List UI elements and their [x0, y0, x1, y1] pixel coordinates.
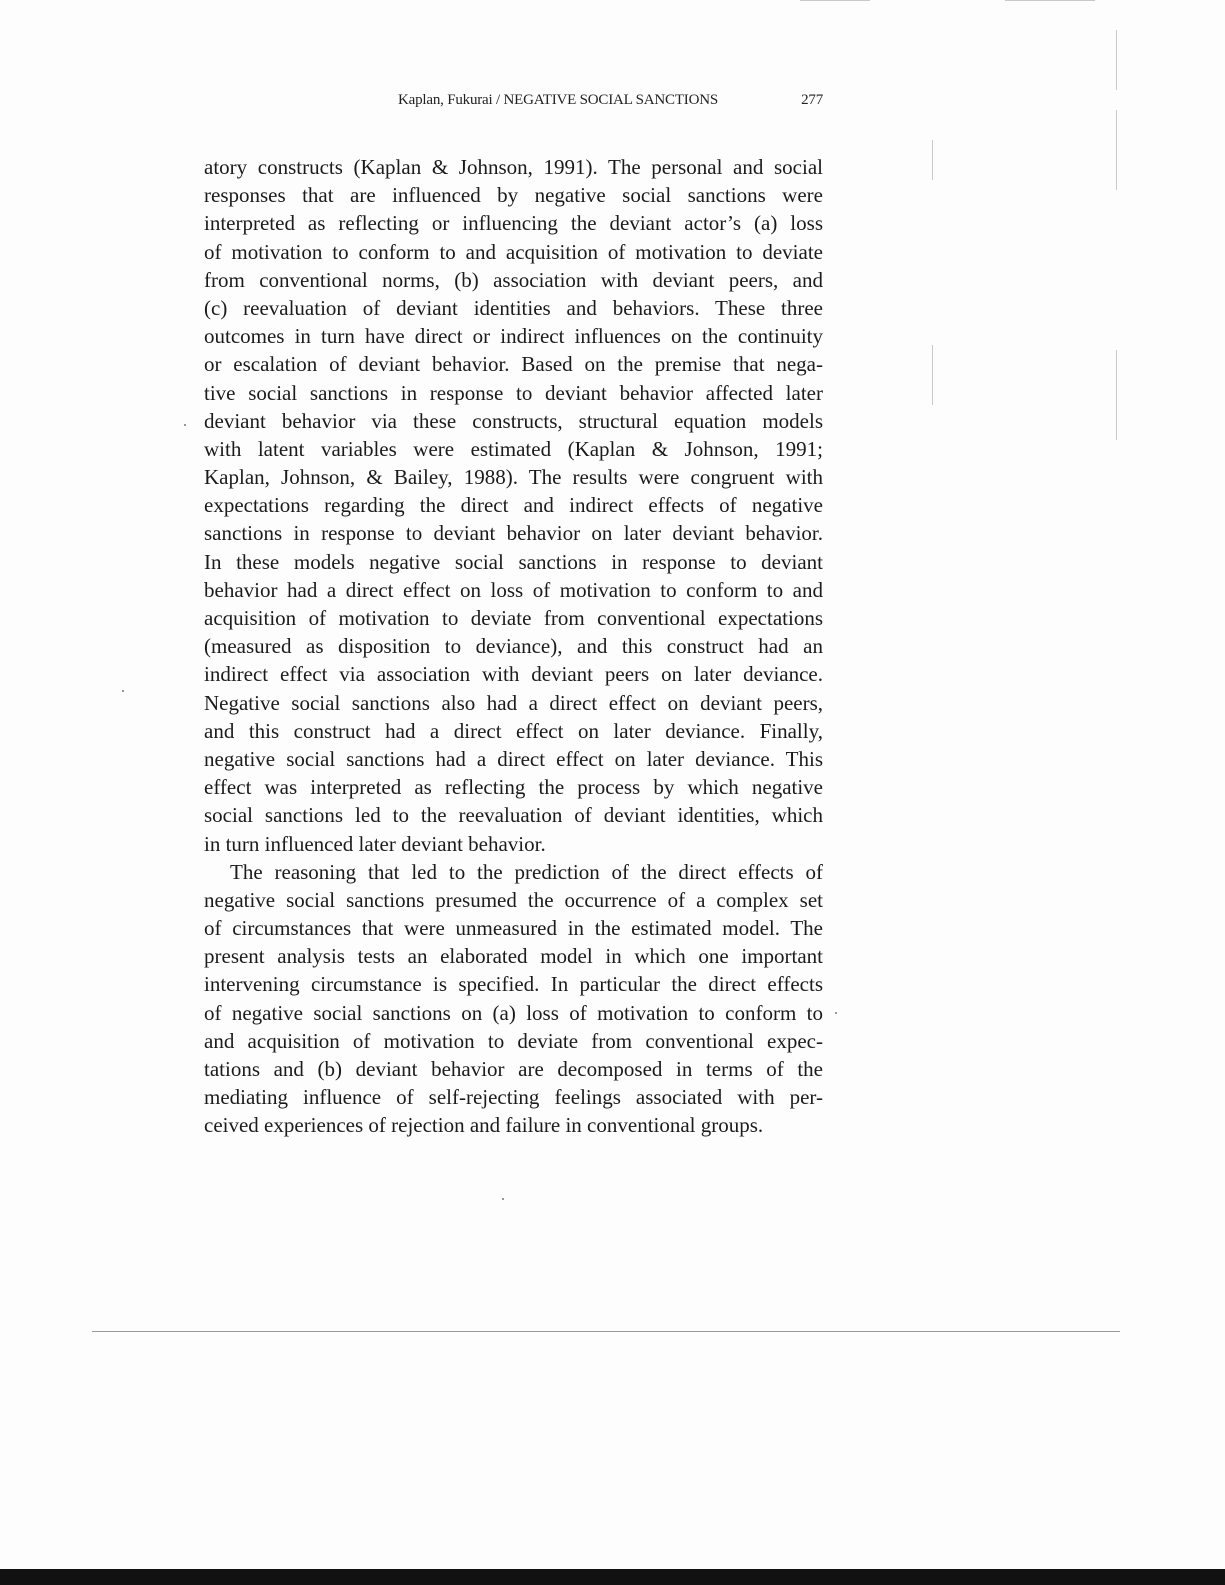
text-line: effect was interpreted as reflecting the process by which negative — [204, 775, 823, 800]
scan-artifact — [932, 140, 933, 180]
paragraph-1 — [204, 153, 823, 858]
text-line: of negative social sanctions on (a) loss of motivation to conform to — [204, 1000, 823, 1025]
running-head-title: Kaplan, Fukurai / NEGATIVE SOCIAL SANCTIONS — [398, 92, 718, 108]
footer-rule — [92, 1331, 1120, 1332]
paragraph-2 — [204, 858, 823, 1140]
text-line: of motivation to conform to and acquisition of motivation to deviate — [204, 239, 823, 264]
text-line: outcomes in turn have direct or indirect influences on the continuity — [204, 324, 823, 349]
text-line: negative social sanctions had a direct effect on later deviance. This — [204, 746, 823, 771]
text-line: of circumstances that were unmeasured in the estimated model. The — [204, 916, 823, 941]
text-line: mediating influence of self-rejecting feelings associated with per- — [204, 1085, 823, 1110]
page-number: 277 — [801, 92, 823, 108]
text-line: in turn influenced later deviant behavior. — [204, 831, 546, 856]
scan-bottom-edge — [0, 1569, 1225, 1585]
scan-speck — [122, 690, 124, 692]
text-line: negative social sanctions presumed the occurrence of a complex set — [204, 887, 823, 912]
text-line: sanctions in response to deviant behavior on later deviant behavior. — [204, 521, 823, 546]
text-line: and acquisition of motivation to deviate from conventional expec- — [204, 1028, 823, 1053]
scan-artifact — [1005, 0, 1095, 1]
text-line: behavior had a direct effect on loss of motivation to conform to and — [204, 577, 823, 602]
text-line: and this construct had a direct effect on later deviance. Finally, — [204, 718, 823, 743]
scan-speck — [835, 1012, 837, 1014]
text-line: acquisition of motivation to deviate from conventional expectations — [204, 606, 823, 630]
text-line: tations and (b) deviant behavior are decomposed in terms of the — [204, 1057, 823, 1081]
scan-artifact — [1116, 350, 1117, 440]
scan-artifact — [932, 345, 933, 405]
text-line: Negative social sanctions also had a direct effect on deviant peers, — [204, 690, 823, 715]
text-line: expectations regarding the direct and indirect effects of negative — [204, 493, 823, 518]
text-line: social sanctions led to the reevaluation of deviant identities, which — [204, 803, 823, 828]
text-line: deviant behavior via these constructs, structural equation models — [204, 408, 823, 433]
scan-speck — [184, 424, 186, 426]
text-line: present analysis tests an elaborated model in which one important — [204, 944, 823, 969]
scan-artifact — [800, 0, 870, 1]
text-line: responses that are influenced by negative social sanctions were — [204, 183, 823, 208]
text-line: (c) reevaluation of deviant identities and behaviors. These three — [204, 295, 823, 320]
scan-speck — [502, 1198, 504, 1200]
body-text — [204, 153, 823, 1140]
text-line: ceived experiences of rejection and failure in conventional groups. — [204, 1113, 764, 1138]
text-line: interpreted as reflecting or influencing the deviant actor’s (a) loss — [204, 211, 823, 236]
text-line: In these models negative social sanctions in response to deviant — [204, 549, 823, 574]
text-line: indirect effect via association with deviant peers on later deviance. — [204, 662, 823, 687]
text-line: The reasoning that led to the prediction of the direct effects of — [230, 859, 823, 884]
running-head — [398, 92, 823, 109]
text-line: or escalation of deviant behavior. Based on the premise that nega- — [204, 352, 823, 377]
text-line: atory constructs (Kaplan & Johnson, 1991). The personal and social — [204, 155, 823, 179]
text-line: with latent variables were estimated (Kaplan & Johnson, 1991; — [204, 436, 823, 461]
text-line: (measured as disposition to deviance), and this construct had an — [204, 634, 823, 659]
text-line: Kaplan, Johnson, & Bailey, 1988). The results were congruent with — [204, 465, 823, 490]
scan-artifact — [1116, 30, 1117, 90]
text-line: from conventional norms, (b) association with deviant peers, and — [204, 267, 823, 292]
scan-artifact — [1116, 110, 1117, 190]
text-line: intervening circumstance is specified. In particular the direct effects — [204, 972, 823, 997]
text-line: tive social sanctions in response to deviant behavior affected later — [204, 380, 823, 405]
